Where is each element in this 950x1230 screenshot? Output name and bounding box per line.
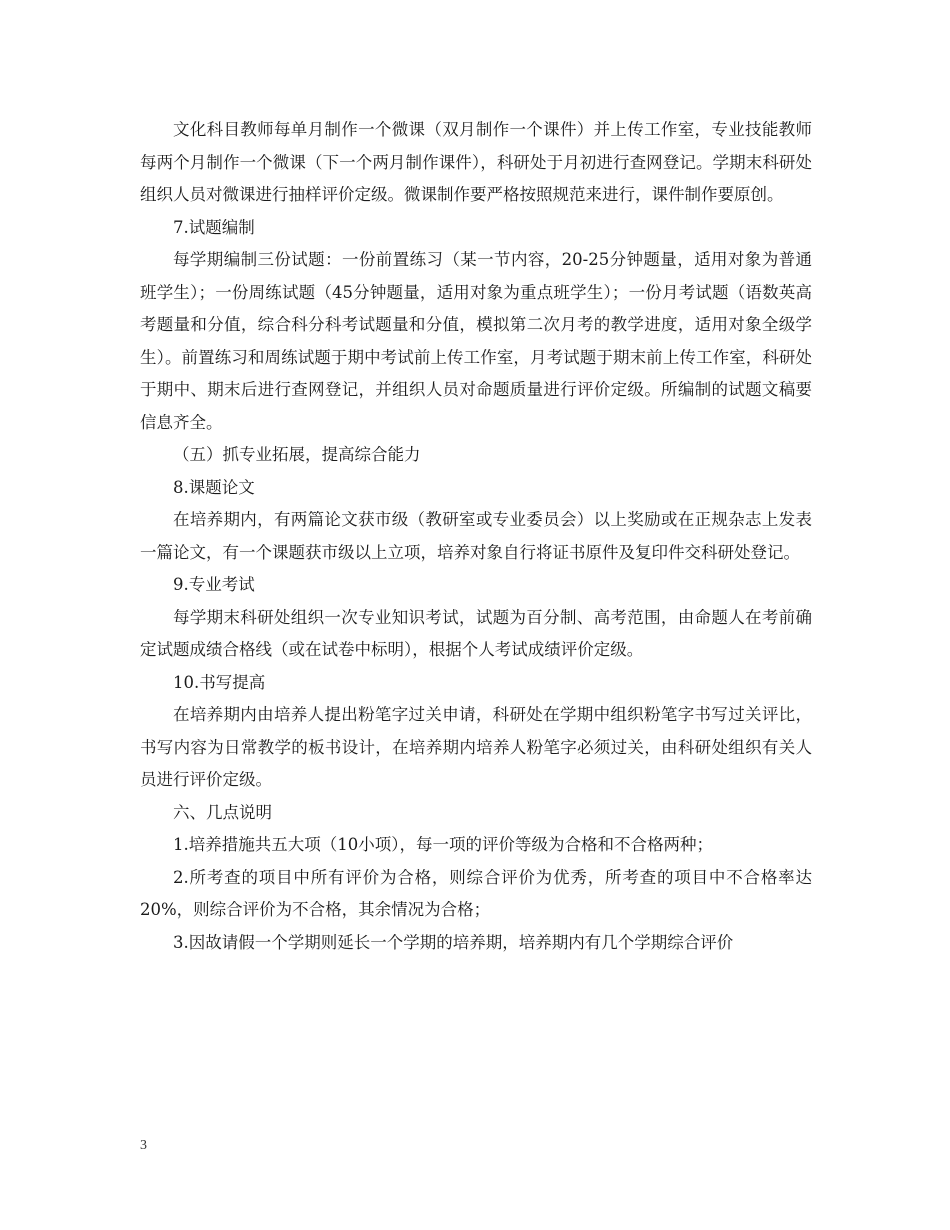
heading-research-papers: 8.课题论文 xyxy=(173,477,255,497)
paragraph-micro-lesson: 文化科目教师每单月制作一个微课（双月制作一个课件）并上传工作室，专业技能教师每两个月制作一个微课（下一个两月制作课件），科研处于月初进行查网登记。学期末科研处组织人员对微课进行抽样评价定级。微课制作要严格按照规范来进行，课件制作要原创。 xyxy=(140,120,812,204)
paragraph-writing-improvement: 在培养期内由培养人提出粉笔字过关申请，科研处在学期中组织粉笔字书写过关评比，书写内容为日常教学的板书设计，在培养期内培养人粉笔字必须过关，由科研处组织有关人员进行评价定级。 xyxy=(140,705,812,789)
paragraph-exam-compilation: 每学期编制三份试题：一份前置练习（某一节内容，20-25分钟题量，适用对象为普通班学生）；一份周练试题（45分钟题量，适用对象为重点班学生）；一份月考试题（语数英高考题量和分值，综合科分科考试题量和分值，模拟第二次月考的教学进度，适用对象全级学生）。前置练习和周练试题于期中考试前上传工作室，月考试题于期末前上传工作室，科研处于期中、期末后进行查网登记，并组织人员对命题质量进行评价定级。所编制的试题文稿要信息齐全。 xyxy=(140,250,812,432)
paragraph-note-3: 3.因故请假一个学期则延长一个学期的培养期，培养期内有几个学期综合评价 xyxy=(173,932,734,952)
document-body xyxy=(140,114,812,959)
paragraph-research-papers: 在培养期内，有两篇论文获市级（教研室或专业委员会）以上奖励或在正规杂志上发表一篇论文，有一个课题获市级以上立项，培养对象自行将证书原件及复印件交科研处登记。 xyxy=(140,510,812,562)
heading-section-five: （五）抓专业拓展，提高综合能力 xyxy=(173,445,421,464)
page-number: 3 xyxy=(140,1138,147,1153)
paragraph-professional-exam: 每学期末科研处组织一次专业知识考试，试题为百分制、高考范围，由命题人在考前确定试题成绩合格线（或在试卷中标明），根据个人考试成绩评价定级。 xyxy=(140,607,812,659)
heading-exam-compilation: 7.试题编制 xyxy=(173,217,255,237)
heading-professional-exam: 9.专业考试 xyxy=(173,575,255,594)
paragraph-note-2: 2.所考查的项目中所有评价为合格，则综合评价为优秀，所考查的项目中不合格率达20%，则综合评价为不合格，其余情况为合格； xyxy=(140,867,812,919)
heading-section-six: 六、几点说明 xyxy=(173,802,272,822)
heading-writing-improvement: 10.书写提高 xyxy=(173,672,266,692)
paragraph-note-1: 1.培养措施共五大项（10小项），每一项的评价等级为合格和不合格两种； xyxy=(173,835,713,854)
